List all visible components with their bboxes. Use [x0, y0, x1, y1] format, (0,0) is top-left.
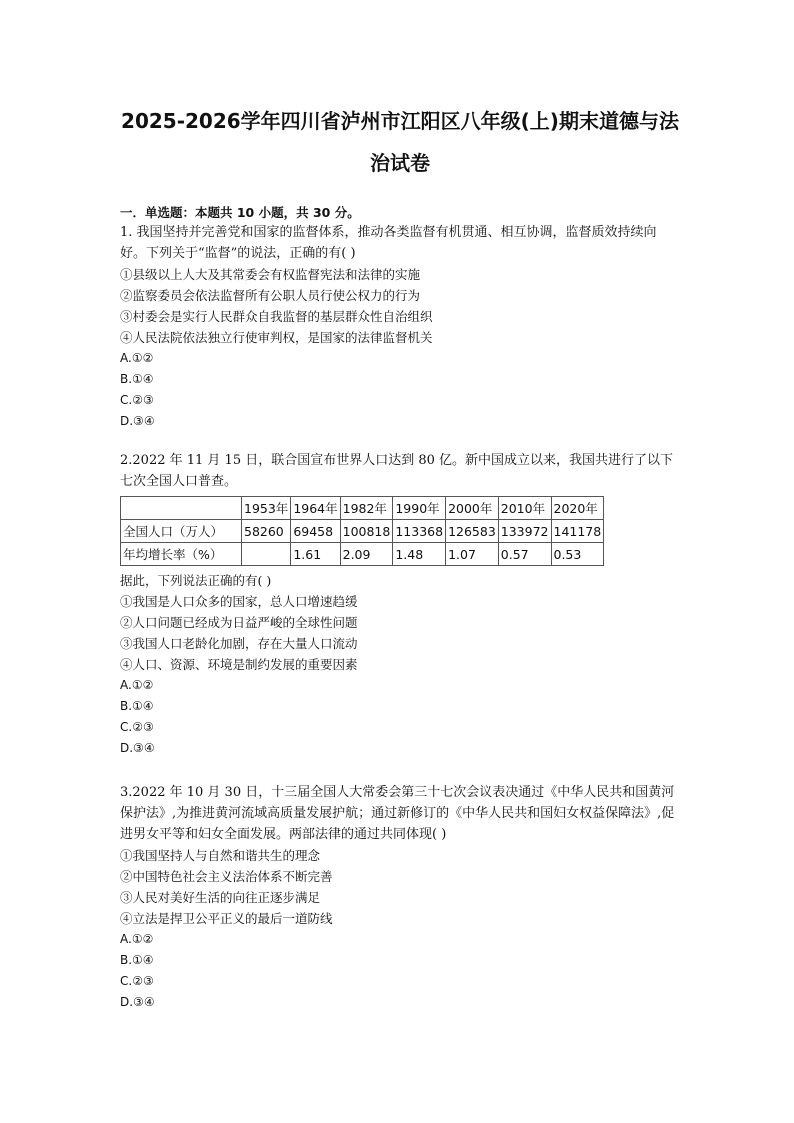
- question-2-option-d: D.③④: [120, 741, 155, 755]
- question-3-statement-2: ②中国特色社会主义法治体系不断完善: [120, 869, 333, 884]
- question-2-statement-1: ①我国是人口众多的国家，总人口增速趋缓: [120, 594, 358, 609]
- table-cell: 2020年: [551, 497, 604, 520]
- table-cell: 1990年: [393, 497, 446, 520]
- question-2-statement-3: ③我国人口老龄化加剧，存在大量人口流动: [120, 636, 358, 651]
- question-2-prompt: 据此，下列说法正确的有( ): [120, 573, 272, 588]
- population-census-table: [120, 496, 604, 566]
- question-2-option-c: C.②③: [120, 720, 154, 734]
- table-row: [121, 543, 604, 566]
- table-cell: 69458: [291, 520, 340, 543]
- table-cell: 1982年: [340, 497, 393, 520]
- table-cell: 年均增长率（%）: [121, 543, 242, 566]
- question-3: [120, 782, 680, 1013]
- question-2-stem: 2.2022 年 11 月 15 日，联合国宣布世界人口达到 80 亿。新中国成立以来，我国共进行了以下七次全国人口普查。: [120, 453, 674, 489]
- table-cell: 133972: [498, 520, 551, 543]
- question-3-option-a: A.①②: [120, 932, 154, 946]
- table-cell: 0.53: [551, 543, 604, 566]
- table-cell: [242, 543, 291, 566]
- question-1-option-a: A.①②: [120, 351, 154, 365]
- question-1: [120, 222, 680, 432]
- question-3-statement-4: ④立法是捍卫公平正义的最后一道防线: [120, 911, 333, 926]
- table-cell: 126583: [446, 520, 499, 543]
- table-cell: 2000年: [446, 497, 499, 520]
- table-cell: 全国人口（万人）: [121, 520, 242, 543]
- question-1-statement-1: ①县级以上人大及其常委会有权监督宪法和法律的实施: [120, 267, 421, 282]
- question-1-statement-2: ②监察委员会依法监督所有公职人员行使公权力的行为: [120, 288, 421, 303]
- question-1-statement-4: ④人民法院依法独立行使审判权，是国家的法律监督机关: [120, 330, 433, 345]
- question-2-option-b: B.①④: [120, 699, 154, 713]
- table-row: [121, 520, 604, 543]
- table-cell: [121, 497, 242, 520]
- question-1-stem: 1. 我国坚持并完善党和国家的监督体系，推动各类监督有机贯通、相互协调，监督质效持续向好。下列关于“监督”的说法，正确的有( ): [120, 225, 657, 261]
- question-3-option-b: B.①④: [120, 953, 154, 967]
- question-2-statement-2: ②人口问题已经成为日益严峻的全球性问题: [120, 615, 358, 630]
- table-cell: 0.57: [498, 543, 551, 566]
- question-2-option-a: A.①②: [120, 678, 154, 692]
- table-cell: 1.48: [393, 543, 446, 566]
- question-3-statement-1: ①我国坚持人与自然和谐共生的理念: [120, 848, 321, 863]
- section-heading: 一．单选题：本题共 10 小题，共 30 分。: [120, 205, 360, 220]
- question-2: [120, 450, 680, 759]
- table-header-row: [121, 497, 604, 520]
- question-3-statement-3: ③人民对美好生活的向往正逐步满足: [120, 890, 321, 905]
- exam-title-line-2: 治试卷: [370, 151, 430, 175]
- table-cell: 1.61: [291, 543, 340, 566]
- table-cell: 58260: [242, 520, 291, 543]
- table-cell: 1.07: [446, 543, 499, 566]
- table-cell: 2.09: [340, 543, 393, 566]
- table-cell: 100818: [340, 520, 393, 543]
- question-1-option-d: D.③④: [120, 414, 155, 428]
- question-3-option-c: C.②③: [120, 974, 154, 988]
- question-1-option-c: C.②③: [120, 393, 154, 407]
- exam-title-line-1: 2025-2026学年四川省泸州市江阳区八年级(上)期末道德与法: [121, 109, 679, 133]
- table-cell: 141178: [551, 520, 604, 543]
- table-cell: 113368: [393, 520, 446, 543]
- table-cell: 1953年: [242, 497, 291, 520]
- question-1-option-b: B.①④: [120, 372, 154, 386]
- exam-title: [120, 100, 680, 184]
- question-3-option-d: D.③④: [120, 995, 155, 1009]
- question-2-statement-4: ④人口、资源、环境是制约发展的重要因素: [120, 657, 358, 672]
- question-3-stem: 3.2022 年 10 月 30 日，十三届全国人大常委会第三十七次会议表决通过《中华人民共和国黄河保护法》,为推进黄河流域高质量发展护航；通过新修订的《中华人民共和国妇女权益保障法》,促进男女平等和妇女全面发展。两部法律的通过共同体现( ): [120, 785, 675, 842]
- table-cell: 1964年: [291, 497, 340, 520]
- table-cell: 2010年: [498, 497, 551, 520]
- question-1-statement-3: ③村委会是实行人民群众自我监督的基层群众性自治组织: [120, 309, 433, 324]
